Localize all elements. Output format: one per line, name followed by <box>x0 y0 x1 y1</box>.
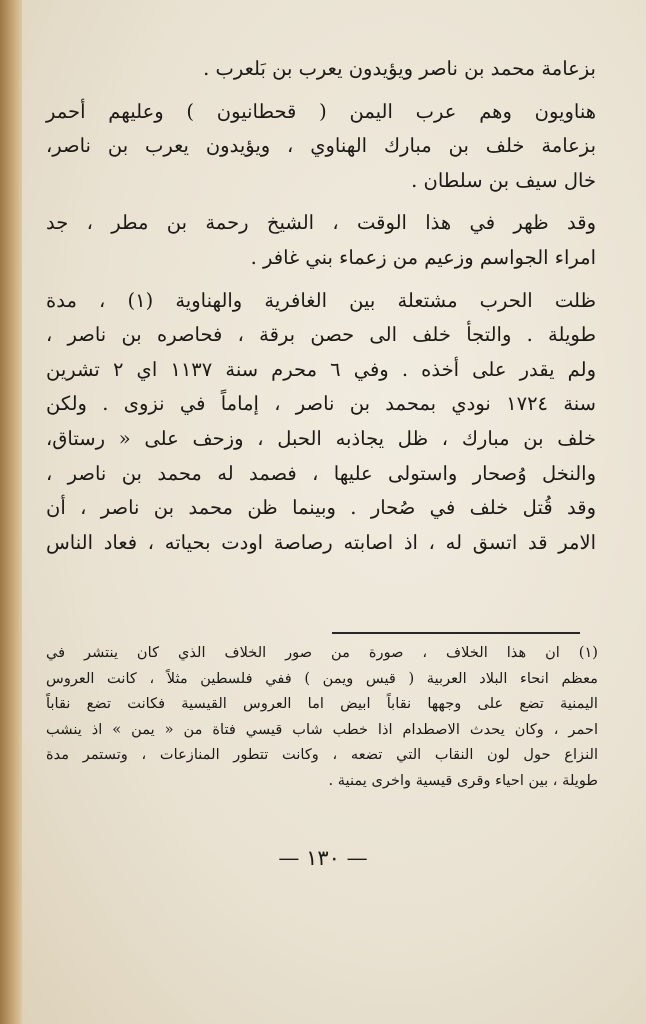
text-line: وقد ظهر في هذا الوقت ، الشيخ رحمة بن مطر ، جد <box>46 211 596 235</box>
text-line: طويلة . والتجأ خلف الى حصن برقة ، فحاصره بن ناصر ، <box>46 323 596 347</box>
footnote-line: النزاع حول لون النقاب التي تضعه ، وكانت تتطور المنازعات ، وتستمر مدة <box>46 746 598 764</box>
text-line: الامر قد اتسق له ، اذ اصابته رصاصة اودت بحياته ، فعاد الناس <box>46 530 596 554</box>
footnote <box>46 640 598 794</box>
text-line: وقد قُتل خلف في صُحار . وبينما ظن محمد بن ناصر ، أن <box>46 496 596 520</box>
text-line: سنة ١٧٢٤ نودي بمحمد بن ناصر ، إماماً في نزوى . ولكن <box>46 392 596 416</box>
footnote-line: (١) ان هذا الخلاف ، صورة من صور الخلاف الذي كان ينتشر في <box>46 644 598 661</box>
footnote-line: طويلة ، بين احياء وقرى قيسية واخرى يمنية . <box>328 771 598 789</box>
text-line: امراء الجواسم وزعيم من زعماء بني غافر . <box>250 245 596 269</box>
text-line: والنخل وُصحار واستولى عليها ، فصمد له محمد بن ناصر ، <box>46 461 596 485</box>
page-number: — ١٣٠ — <box>278 846 368 870</box>
main-body-text <box>46 52 596 560</box>
text-line: ولم يقدر على أخذه . وفي ٦ محرم سنة ١١٣٧ اي ٢ تشرين <box>46 357 597 381</box>
footnote-line: اليمنية تضع على وجهها نقاباً ابيض اما العروس القيسية فكانت تضع نقاباً <box>46 695 598 713</box>
book-spine-edge <box>0 0 22 1024</box>
footnote-separator <box>332 632 580 634</box>
footnote-line: معظم انحاء البلاد العربية ( قيس ويمن ) ففي فلسطين مثلاً ، كانت العروس <box>46 669 598 687</box>
footnote-line: احمر ، وكان يحدث الاصطدام اذا خطب شاب قيسي فتاة من « يمن » اذ ينشب <box>46 720 598 738</box>
text-line: خلف بن مبارك ، ظل يجاذبه الحبل ، وزحف على « رستاق، <box>46 426 596 450</box>
text-line: بزعامة محمد بن ناصر ويؤيدون يعرب بن بَلعرب . <box>203 57 596 80</box>
text-line: بزعامة خلف بن مبارك الهناوي ، ويؤيدون يعرب بن ناصر، <box>46 134 596 158</box>
text-line: هناويون وهم عرب اليمن ( قحطانيون ) وعليهم أحمر <box>46 99 596 123</box>
text-line: ظلت الحرب مشتعلة بين الغافرية والهناوية (١) ، مدة <box>46 288 596 312</box>
text-line: خال سيف بن سلطان . <box>411 168 596 192</box>
